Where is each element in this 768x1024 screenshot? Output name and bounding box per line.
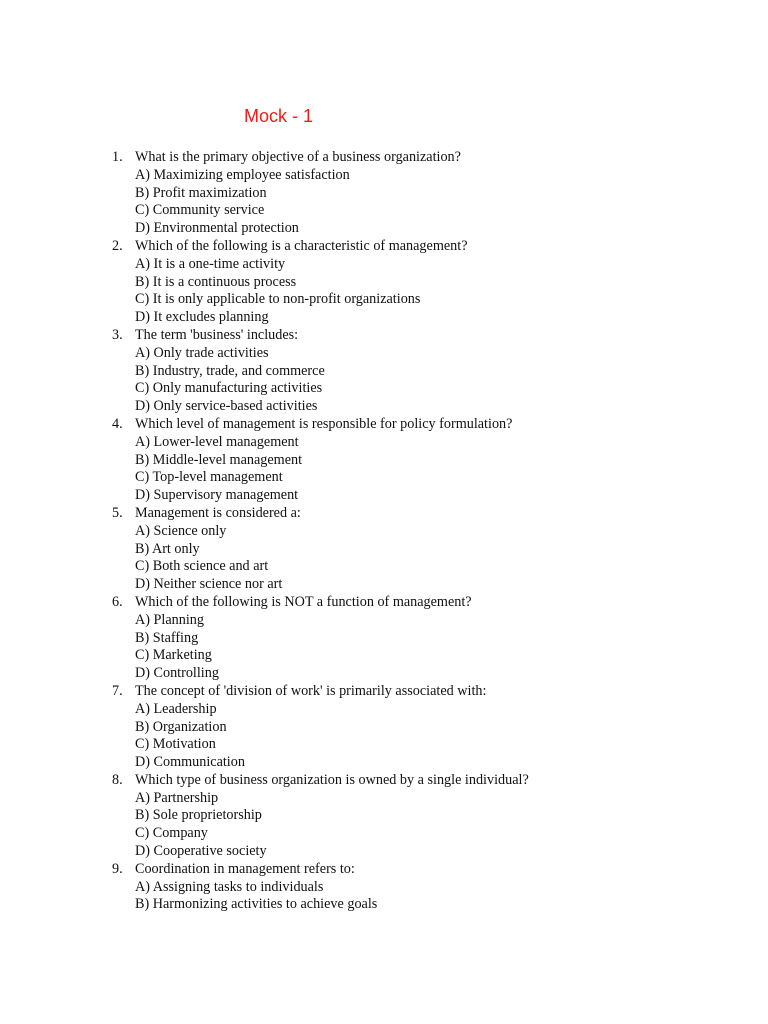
answer-option: A) Only trade activities (135, 344, 269, 361)
answer-option: D) Controlling (135, 665, 219, 682)
answer-option: A) Lower-level management (135, 433, 299, 450)
answer-option: B) Organization (135, 718, 227, 735)
answer-option: B) Harmonizing activities to achieve goals (135, 896, 378, 913)
question-item (0, 505, 768, 594)
answer-option: C) Top-level management (135, 469, 283, 486)
answer-option: C) Both science and art (135, 558, 269, 575)
answer-option: D) Environmental protection (135, 220, 299, 237)
question-text: The term 'business' includes: (135, 326, 299, 343)
answer-option: A) Leadership (135, 700, 217, 717)
answer-option: D) Supervisory management (135, 487, 299, 504)
answer-option: B) Art only (135, 540, 200, 557)
answer-option: D) It excludes planning (135, 309, 269, 326)
answer-option: B) Middle-level management (135, 451, 303, 468)
question-item (0, 149, 768, 238)
question-item (0, 683, 768, 772)
question-item (0, 416, 768, 505)
answer-option: A) Planning (135, 611, 204, 628)
answer-option: A) Science only (135, 522, 227, 539)
question-number: 5. (112, 504, 123, 521)
answer-option: B) It is a continuous process (135, 273, 297, 290)
question-number: 9. (112, 860, 123, 877)
answer-option: B) Sole proprietorship (135, 807, 262, 824)
question-number: 3. (112, 326, 123, 343)
question-text: Which level of management is responsible for policy formulation? (135, 415, 513, 432)
answer-option: C) It is only applicable to non-profit organizations (135, 291, 421, 308)
page-title: Mock - 1 (244, 106, 314, 126)
answer-option: D) Communication (135, 754, 245, 771)
question-text: Which type of business organization is owned by a single individual? (135, 771, 529, 788)
question-item (0, 594, 768, 683)
question-text: Management is considered a: (135, 504, 301, 521)
question-item (0, 772, 768, 861)
answer-option: B) Industry, trade, and commerce (135, 362, 325, 379)
answer-option: C) Company (135, 825, 208, 842)
question-item (0, 327, 768, 416)
answer-option: A) Partnership (135, 789, 219, 806)
question-number: 7. (112, 682, 123, 699)
answer-option: C) Marketing (135, 647, 212, 664)
answer-option: A) Maximizing employee satisfaction (135, 166, 350, 183)
question-text: What is the primary objective of a business organization? (135, 149, 461, 165)
question-item (0, 861, 768, 914)
question-item (0, 238, 768, 327)
question-number: 4. (112, 415, 123, 432)
answer-option: D) Cooperative society (135, 843, 267, 860)
question-number: 2. (112, 237, 123, 254)
question-number: 1. (112, 149, 123, 165)
answer-option: A) It is a one-time activity (135, 255, 286, 272)
answer-option: B) Staffing (135, 629, 199, 646)
answer-option: B) Profit maximization (135, 184, 267, 201)
question-number: 8. (112, 771, 123, 788)
answer-option: C) Community service (135, 202, 265, 219)
answer-option: C) Motivation (135, 736, 216, 753)
question-text: Which of the following is NOT a function of management? (135, 593, 472, 610)
question-number: 6. (112, 593, 123, 610)
question-text: Coordination in management refers to: (135, 860, 355, 877)
answer-option: D) Neither science nor art (135, 576, 283, 593)
answer-option: C) Only manufacturing activities (135, 380, 323, 397)
question-text: The concept of 'division of work' is primarily associated with: (135, 682, 487, 699)
question-list (0, 149, 768, 914)
answer-option: D) Only service-based activities (135, 398, 318, 415)
answer-option: A) Assigning tasks to individuals (135, 878, 324, 895)
question-text: Which of the following is a characteristic of management? (135, 237, 468, 254)
